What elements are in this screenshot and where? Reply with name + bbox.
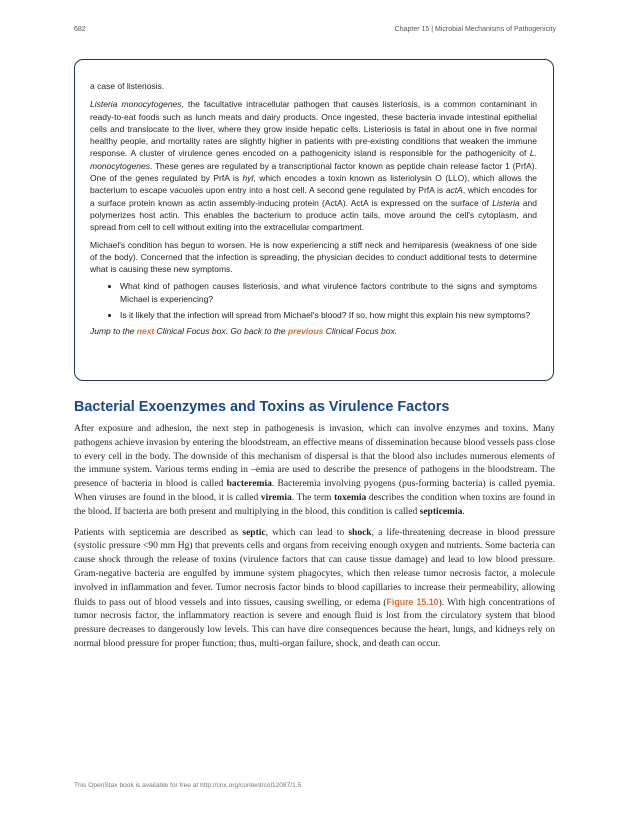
text-run: After exposure and adhesion, the next step in pathogenesis is invasion, which can involve enzymes and toxins. Many pathogens achieve invasion by entering the bloodstream, an effective means of dissemination because blood vessels pass close to every cell in the body. The downside of this mechanism of dispersal is that the blood also includes numerous elements of the immune system. Various terms ending in –emia are used to describe the presence of pathogens in the bloodstream. The presence of bacteria in blood is called xyxy=(74,424,555,490)
species-name: Listeria monocytogenes xyxy=(90,99,182,110)
gene-name: actA xyxy=(445,185,463,196)
text-run: Jump to the xyxy=(90,326,137,337)
gene-name: hyl xyxy=(242,173,254,184)
text-run: Clinical Focus box. xyxy=(323,326,398,337)
question-item: • What kind of pathogen causes listeriosis, and what virulence factors contribute to the signs and symptoms Michael is experiencing? xyxy=(120,280,537,305)
section-body xyxy=(74,423,555,659)
previous-link[interactable]: previous xyxy=(287,326,324,337)
key-term: shock xyxy=(348,527,372,538)
text-run: . The term xyxy=(291,492,335,503)
chapter-title: Chapter 15 | Microbial Mechanisms of Pathogenicity xyxy=(394,26,556,33)
text-run: ). With high concentrations of tumor necrosis factor, the inflammatory reaction is severe and enough fluid is lost from the circulatory system that blood pressure decreases to dangerously low levels. This can have dire consequences because the heart, lungs, and kidneys rely on normal blood pressure for proper function; thus, multi-organ failure, shock, and death can occur. xyxy=(74,597,555,649)
text-run: , the facultative intracellular pathogen that causes listeriosis, is a common contaminant in ready-to-eat foods such as lunch meats and dairy products. Once ingested, these bacteria invade intestinal epithelial cells and translocate to the liver, where they grow inside hepatic cells. Listeriosis is fatal in about one in five normal healthy people, and mortality rates are slightly higher in patients with pre-existing conditions that weaken the immune response. A cluster of virulence genes encoded on a pathogenicity island is responsible for the pathogenicity of xyxy=(90,99,537,159)
text-run: . xyxy=(462,506,465,517)
text-run: describes the condition when toxins are found in the blood. If bacteria are both present and multiplying in the blood, this condition is called xyxy=(74,492,555,517)
text-run: Clinical Focus box. Go back to the xyxy=(154,326,288,337)
question-list xyxy=(90,280,537,321)
box-paragraph-michael: Michael's condition has begun to worsen. He is now experiencing a stiff neck and hemiparesis (weakness of one side of the body). Concerned that the infection is spreading, the physician decides to conduct additional tests to determine what is causing these new symptoms. xyxy=(90,239,537,275)
text-run: Patients with septicemia are described as xyxy=(74,527,243,538)
box-intro: a case of listeriosis. xyxy=(90,81,165,91)
jump-navigation xyxy=(90,325,537,337)
text-run: , which encodes for a surface protein known as actin assembly-inducing protein (ActA). ActA is expressed on the surface of xyxy=(90,185,537,208)
section-heading: Bacterial Exoenzymes and Toxins as Virulence Factors xyxy=(74,399,450,415)
page-number: 682 xyxy=(74,26,86,33)
clinical-focus-box xyxy=(74,59,554,381)
key-term: septic xyxy=(242,527,266,538)
text-run: , which encodes a toxin known as listeriolysin O (LLO), which allows the bacterium to escape vacuoles upon entry into a host cell. A second gene regulated by PrfA is xyxy=(90,173,537,196)
key-term: toxemia xyxy=(334,492,367,503)
page-footer: This OpenStax book is available for free at http://cnx.org/content/col12087/1.5 xyxy=(74,782,302,789)
text-run: , a life-threatening decrease in blood pressure (systolic pressure <90 mm Hg) that prevents cells and organs from receiving enough oxygen and nutrients. Some bacteria can cause shock through the release of toxins (virulence factors that can cause tissue damage) and lead to low blood pressure. Gram-negative bacteria are engulfed by immune system phagocytes, which then release tumor necrosis factor, a molecule involved in inflammation and fever. Tumor necrosis factor binds to blood capillaries to increase their permeability, allowing fluids to pass out of blood vessels and into tissues, causing swelling, or edema ( xyxy=(74,527,555,608)
text-run: . These genes are regulated by a transcriptional factor known as peptide chain release factor 1 (PrfA). One of the genes regulated by PrfA is xyxy=(90,160,537,184)
question-item: • Is it likely that the infection will spread from Michael's blood? If so, how might this explain his new symptoms? xyxy=(120,309,537,321)
next-link[interactable]: next xyxy=(136,326,155,337)
figure-link[interactable]: Figure 15.10 xyxy=(386,596,439,607)
key-term: viremia xyxy=(260,492,292,503)
text-run: , which can lead to xyxy=(265,527,349,538)
text-run: and polymerizes host actin. This enables the bacterium to produce actin tails, move around the cell's cytoplasm, and spread from cell to cell without exiting into the extracellular compartment. xyxy=(90,197,538,233)
text-run: . Bacteremia involving pyogens (pus-forming bacteria) is called pyemia. When viruses are found in the blood, it is called xyxy=(74,479,555,503)
key-term: bacteremia xyxy=(226,479,272,490)
box-paragraph-listeria xyxy=(90,98,537,233)
body-paragraph-invasion xyxy=(74,423,555,520)
species-name: L. monocytogenes xyxy=(90,148,537,171)
body-paragraph-septicemia xyxy=(74,527,555,652)
species-name: Listeria xyxy=(492,197,520,208)
key-term: septicemia xyxy=(419,506,463,517)
